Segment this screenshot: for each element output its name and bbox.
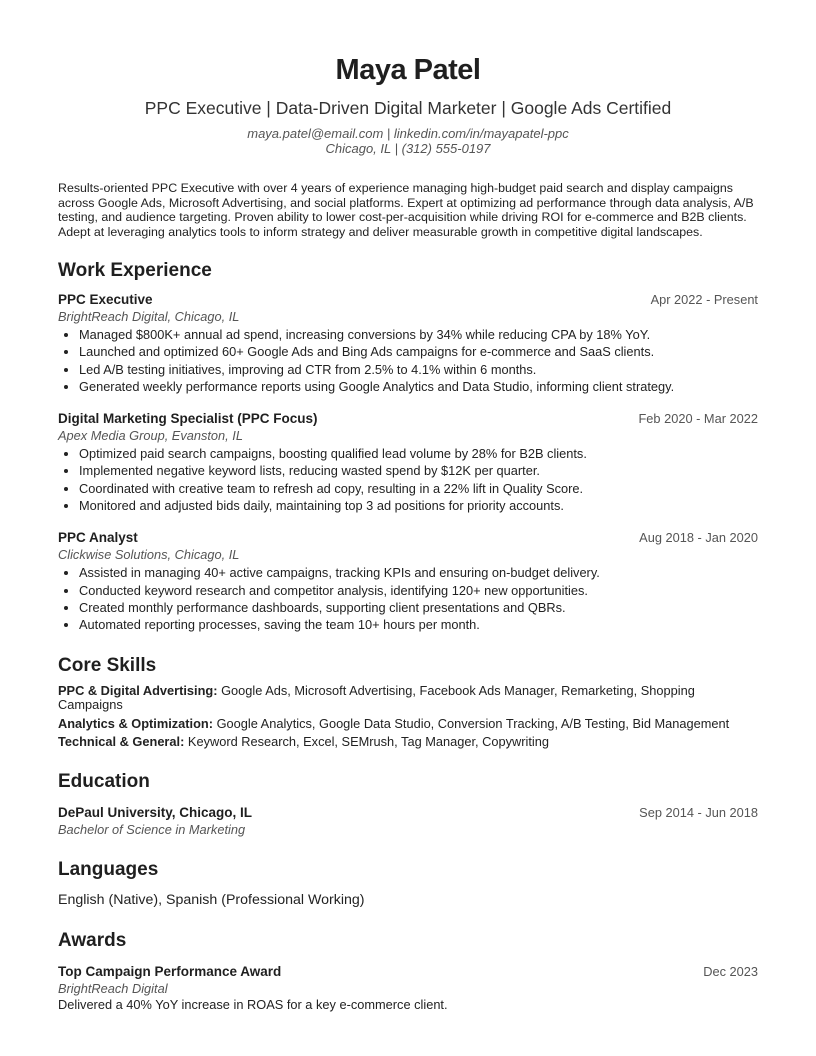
job-company: Apex Media Group, Evanston, IL	[58, 428, 243, 444]
job-dates: Feb 2020 - Mar 2022	[638, 411, 758, 427]
job-bullet: • Automated reporting processes, saving the team 10+ hours per month.	[79, 616, 758, 633]
education-section	[58, 770, 758, 838]
award-org: BrightReach Digital	[58, 980, 168, 996]
job-bullets	[58, 326, 758, 395]
job-bullet: • Monitored and adjusted bids daily, maintaining top 3 ad positions for priority accounts.	[79, 497, 758, 514]
job-bullet: • Created monthly performance dashboards, supporting client presentations and QBRs.	[79, 599, 758, 616]
job-bullet: • Implemented negative keyword lists, reducing wasted spend by $12K per quarter.	[79, 462, 758, 479]
languages-list: English (Native), Spanish (Professional Working)	[58, 891, 365, 908]
award-date: Dec 2023	[703, 963, 758, 979]
award-name: Top Campaign Performance Award	[58, 963, 282, 979]
job-bullet: • Managed $800K+ annual ad spend, increasing conversions by 34% while reducing CPA by 18% YoY.	[79, 326, 758, 343]
job-bullet: • Coordinated with creative team to refresh ad copy, resulting in a 22% lift in Quality Score.	[79, 480, 758, 497]
award-description: Delivered a 40% YoY increase in ROAS for a key e-commerce client.	[58, 996, 448, 1012]
section-title-awards: Awards	[58, 929, 127, 951]
job-bullet: • Assisted in managing 40+ active campaigns, tracking KPIs and ensuring on-budget delivery.	[79, 564, 758, 581]
section-title-experience: Work Experience	[58, 260, 212, 281]
job-entry	[58, 529, 758, 633]
skill-category: PPC & Digital Advertising:	[58, 682, 218, 698]
job-dates: Aug 2018 - Jan 2020	[639, 530, 758, 546]
skill-list: Keyword Research, Excel, SEMrush, Tag Manager, Copywriting	[187, 734, 550, 750]
job-bullets	[58, 564, 758, 633]
section-title-education: Education	[58, 770, 150, 792]
job-bullet: • Conducted keyword research and competitor analysis, identifying 120+ new opportunities.	[79, 582, 758, 599]
experience-section	[58, 259, 758, 634]
contact-block	[58, 126, 758, 156]
job-bullet: • Launched and optimized 60+ Google Ads and Bing Ads campaigns for e-commerce and SaaS clients.	[79, 343, 758, 360]
section-title-languages: Languages	[58, 858, 159, 880]
job-bullet: • Optimized paid search campaigns, boosting qualified lead volume by 28% for B2B clients.	[79, 445, 758, 462]
awards-section	[58, 929, 758, 1012]
professional-headline: PPC Executive | Data-Driven Digital Marketer | Google Ads Certified	[144, 98, 672, 118]
job-company: BrightReach Digital, Chicago, IL	[58, 309, 240, 324]
education-dates: Sep 2014 - Jun 2018	[639, 804, 758, 820]
skill-category: Analytics & Optimization:	[58, 715, 213, 731]
contact-email-linkedin: maya.patel@email.com | linkedin.com/in/mayapatel-ppc	[247, 126, 569, 141]
candidate-name: Maya Patel	[335, 54, 481, 86]
job-bullet: • Led A/B testing initiatives, improving ad CTR from 2.5% to 4.1% within 6 months.	[79, 361, 758, 378]
skill-category: Technical & General:	[58, 734, 185, 750]
resume-page	[58, 52, 758, 1012]
job-bullets	[58, 445, 758, 514]
school-name: DePaul University, Chicago, IL	[58, 804, 253, 820]
professional-summary: Results-oriented PPC Executive with over 4 years of experience managing high-budget paid search and display campaigns across Google Ads, Microsoft Advertising, and social platforms. Expert at optimizing ad performance through data analysis, A/B testing, and audience targeting. Proven ability to lower cost-per-acquisition while driving ROI for e-commerce and B2B clients. Adept at leveraging analytics tools to inform strategy and deliver measurable growth in competitive digital landscapes.	[58, 181, 754, 239]
degree: Bachelor of Science in Marketing	[58, 821, 246, 837]
section-title-skills: Core Skills	[58, 654, 157, 676]
job-title: PPC Executive	[58, 292, 153, 307]
skill-row	[58, 684, 758, 713]
job-title: Digital Marketing Specialist (PPC Focus)	[58, 411, 318, 427]
job-entry	[58, 291, 758, 395]
skill-row	[58, 735, 758, 750]
skill-row	[58, 717, 758, 732]
languages-section	[58, 858, 758, 909]
job-company: Clickwise Solutions, Chicago, IL	[58, 547, 240, 563]
job-dates: Apr 2022 - Present	[650, 292, 758, 307]
skill-list: Google Analytics, Google Data Studio, Conversion Tracking, A/B Testing, Bid Management	[216, 715, 730, 731]
contact-location-phone: Chicago, IL | (312) 555-0197	[325, 141, 491, 156]
job-entry	[58, 410, 758, 514]
job-bullet: • Generated weekly performance reports using Google Analytics and Data Studio, informing client strategy.	[79, 378, 758, 395]
skill-list: Google Ads, Microsoft Advertising, Facebook Ads Manager, Remarketing, Shopping Campaigns	[58, 682, 695, 713]
job-title: PPC Analyst	[58, 530, 138, 546]
skills-section	[58, 654, 758, 750]
